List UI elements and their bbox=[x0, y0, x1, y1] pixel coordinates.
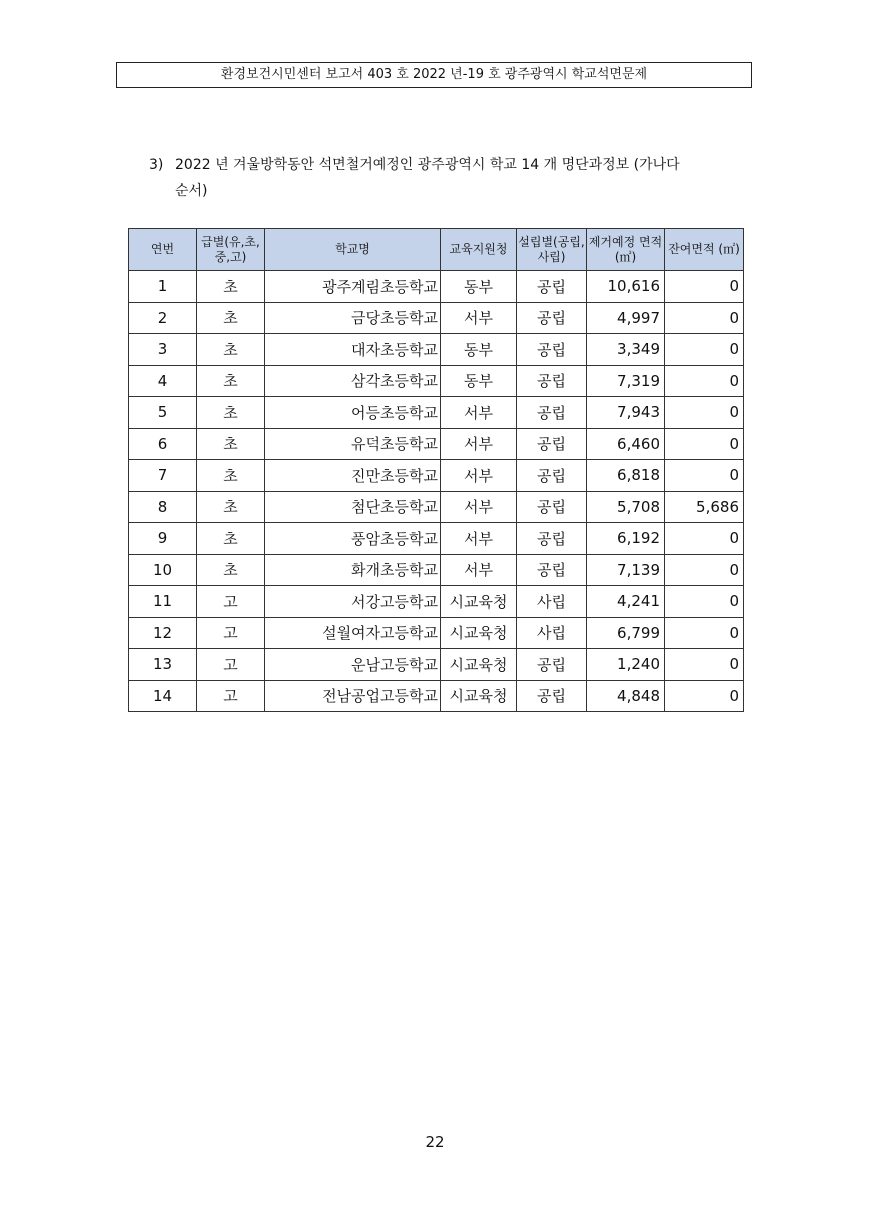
cell-no: 3 bbox=[129, 334, 197, 366]
table-row bbox=[129, 460, 744, 492]
school-asbestos-table bbox=[128, 228, 744, 712]
table-row bbox=[129, 649, 744, 681]
cell-no: 12 bbox=[129, 617, 197, 649]
cell-planned-area: 4,997 bbox=[587, 302, 665, 334]
header-office: 교육지원청 bbox=[441, 229, 517, 271]
table-row bbox=[129, 397, 744, 429]
cell-planned-area: 3,349 bbox=[587, 334, 665, 366]
cell-school: 대자초등학교 bbox=[265, 334, 441, 366]
section-title bbox=[149, 152, 749, 204]
cell-remaining-area: 5,686 bbox=[665, 491, 744, 523]
cell-type: 사립 bbox=[517, 586, 587, 618]
cell-type: 공립 bbox=[517, 397, 587, 429]
cell-school: 유덕초등학교 bbox=[265, 428, 441, 460]
header-level: 급별(유,초,중,고) bbox=[197, 229, 265, 271]
cell-level: 초 bbox=[197, 428, 265, 460]
cell-office: 시교육청 bbox=[441, 680, 517, 712]
cell-type: 공립 bbox=[517, 680, 587, 712]
cell-type: 공립 bbox=[517, 491, 587, 523]
table-row bbox=[129, 680, 744, 712]
table-row bbox=[129, 491, 744, 523]
cell-remaining-area: 0 bbox=[665, 428, 744, 460]
cell-remaining-area: 0 bbox=[665, 334, 744, 366]
cell-type: 공립 bbox=[517, 302, 587, 334]
cell-no: 4 bbox=[129, 365, 197, 397]
cell-school: 광주계림초등학교 bbox=[265, 271, 441, 303]
cell-level: 초 bbox=[197, 554, 265, 586]
cell-type: 공립 bbox=[517, 428, 587, 460]
cell-type: 공립 bbox=[517, 649, 587, 681]
cell-office: 시교육청 bbox=[441, 617, 517, 649]
cell-level: 초 bbox=[197, 302, 265, 334]
cell-office: 동부 bbox=[441, 365, 517, 397]
cell-remaining-area: 0 bbox=[665, 680, 744, 712]
cell-office: 서부 bbox=[441, 523, 517, 555]
cell-planned-area: 7,319 bbox=[587, 365, 665, 397]
cell-office: 시교육청 bbox=[441, 586, 517, 618]
cell-level: 고 bbox=[197, 649, 265, 681]
cell-no: 8 bbox=[129, 491, 197, 523]
table-row bbox=[129, 334, 744, 366]
cell-school: 첨단초등학교 bbox=[265, 491, 441, 523]
table-body bbox=[129, 271, 744, 712]
cell-level: 초 bbox=[197, 365, 265, 397]
cell-level: 초 bbox=[197, 460, 265, 492]
cell-level: 초 bbox=[197, 397, 265, 429]
cell-school: 설월여자고등학교 bbox=[265, 617, 441, 649]
section-number: 3) bbox=[149, 157, 164, 173]
table-row bbox=[129, 617, 744, 649]
cell-remaining-area: 0 bbox=[665, 365, 744, 397]
cell-level: 고 bbox=[197, 680, 265, 712]
header-remaining-area: 잔여면적 (㎡) bbox=[665, 229, 744, 271]
cell-type: 사립 bbox=[517, 617, 587, 649]
cell-planned-area: 7,943 bbox=[587, 397, 665, 429]
cell-no: 1 bbox=[129, 271, 197, 303]
cell-school: 진만초등학교 bbox=[265, 460, 441, 492]
cell-office: 서부 bbox=[441, 397, 517, 429]
cell-planned-area: 6,192 bbox=[587, 523, 665, 555]
cell-school: 삼각초등학교 bbox=[265, 365, 441, 397]
cell-office: 시교육청 bbox=[441, 649, 517, 681]
page-number: 22 bbox=[425, 1133, 445, 1151]
header-school: 학교명 bbox=[265, 229, 441, 271]
cell-level: 초 bbox=[197, 271, 265, 303]
section-title-text: 2022 년 겨울방학동안 석면철거예정인 광주광역시 학교 14 개 명단과정보 (가나다 bbox=[175, 157, 680, 173]
table-row bbox=[129, 271, 744, 303]
cell-school: 어등초등학교 bbox=[265, 397, 441, 429]
cell-no: 5 bbox=[129, 397, 197, 429]
section-title-line1 bbox=[149, 152, 749, 178]
cell-remaining-area: 0 bbox=[665, 397, 744, 429]
cell-no: 6 bbox=[129, 428, 197, 460]
cell-remaining-area: 0 bbox=[665, 460, 744, 492]
cell-school: 금당초등학교 bbox=[265, 302, 441, 334]
cell-planned-area: 7,139 bbox=[587, 554, 665, 586]
cell-no: 13 bbox=[129, 649, 197, 681]
table-row bbox=[129, 586, 744, 618]
cell-type: 공립 bbox=[517, 365, 587, 397]
table-row bbox=[129, 523, 744, 555]
cell-remaining-area: 0 bbox=[665, 554, 744, 586]
cell-planned-area: 4,848 bbox=[587, 680, 665, 712]
cell-no: 9 bbox=[129, 523, 197, 555]
cell-remaining-area: 0 bbox=[665, 617, 744, 649]
cell-level: 초 bbox=[197, 491, 265, 523]
cell-remaining-area: 0 bbox=[665, 271, 744, 303]
cell-no: 14 bbox=[129, 680, 197, 712]
table-header-row bbox=[129, 229, 744, 271]
cell-planned-area: 4,241 bbox=[587, 586, 665, 618]
cell-office: 동부 bbox=[441, 271, 517, 303]
cell-type: 공립 bbox=[517, 334, 587, 366]
header-no: 연번 bbox=[129, 229, 197, 271]
cell-no: 2 bbox=[129, 302, 197, 334]
cell-office: 서부 bbox=[441, 302, 517, 334]
cell-remaining-area: 0 bbox=[665, 586, 744, 618]
cell-level: 고 bbox=[197, 617, 265, 649]
cell-planned-area: 6,818 bbox=[587, 460, 665, 492]
cell-school: 풍암초등학교 bbox=[265, 523, 441, 555]
table-row bbox=[129, 554, 744, 586]
cell-type: 공립 bbox=[517, 523, 587, 555]
cell-office: 서부 bbox=[441, 491, 517, 523]
cell-school: 화개초등학교 bbox=[265, 554, 441, 586]
cell-school: 운남고등학교 bbox=[265, 649, 441, 681]
table-row bbox=[129, 365, 744, 397]
cell-office: 서부 bbox=[441, 554, 517, 586]
header-type: 설립별(공립,사립) bbox=[517, 229, 587, 271]
cell-planned-area: 10,616 bbox=[587, 271, 665, 303]
cell-type: 공립 bbox=[517, 460, 587, 492]
cell-no: 11 bbox=[129, 586, 197, 618]
cell-planned-area: 6,460 bbox=[587, 428, 665, 460]
cell-office: 서부 bbox=[441, 460, 517, 492]
cell-no: 7 bbox=[129, 460, 197, 492]
cell-office: 서부 bbox=[441, 428, 517, 460]
section-title-line2: 순서) bbox=[175, 183, 208, 199]
cell-type: 공립 bbox=[517, 271, 587, 303]
cell-remaining-area: 0 bbox=[665, 523, 744, 555]
cell-planned-area: 6,799 bbox=[587, 617, 665, 649]
table-row bbox=[129, 302, 744, 334]
cell-school: 서강고등학교 bbox=[265, 586, 441, 618]
cell-level: 초 bbox=[197, 334, 265, 366]
table-row bbox=[129, 428, 744, 460]
cell-remaining-area: 0 bbox=[665, 649, 744, 681]
cell-level: 초 bbox=[197, 523, 265, 555]
cell-school: 전남공업고등학교 bbox=[265, 680, 441, 712]
cell-planned-area: 5,708 bbox=[587, 491, 665, 523]
running-header: 환경보건시민센터 보고서 403 호 2022 년-19 호 광주광역시 학교석면문제 bbox=[116, 62, 752, 88]
cell-remaining-area: 0 bbox=[665, 302, 744, 334]
cell-planned-area: 1,240 bbox=[587, 649, 665, 681]
cell-office: 동부 bbox=[441, 334, 517, 366]
header-planned-area: 제거예정 면적(㎡) bbox=[587, 229, 665, 271]
cell-level: 고 bbox=[197, 586, 265, 618]
cell-no: 10 bbox=[129, 554, 197, 586]
cell-type: 공립 bbox=[517, 554, 587, 586]
